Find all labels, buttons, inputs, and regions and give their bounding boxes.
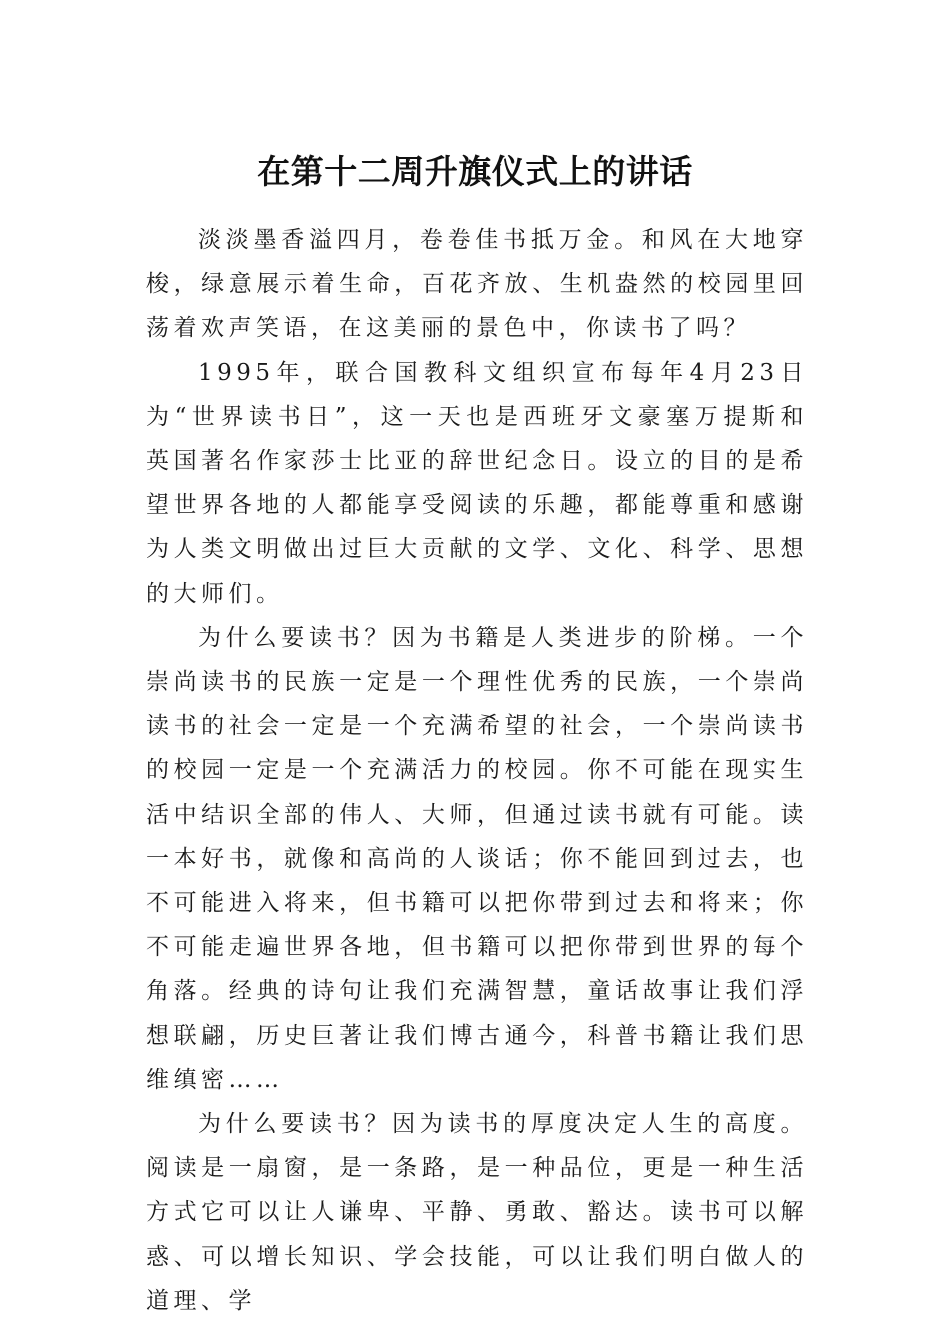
paragraph-3: 为什么要读书？因为书籍是人类进步的阶梯。一个崇尚读书的民族一定是一个理性优秀的民族，一个崇尚读书的社会一定是一个充满希望的社会，一个崇尚读书的校园一定是一个充满活力的校园。你不可能在现实生活中结识全部的伟人、大师，但通过读书就有可能。读一本好书，就像和高尚的人谈话；你不能回到过去，也不可能进入将来，但书籍可以把你带到过去和将来；你不可能走遍世界各地，但书籍可以把你带到世界的每个角落。经典的诗句让我们充满智慧，童话故事让我们浮想联翩，历史巨著让我们博古通今，科普书籍让我们思维缜密……: [146, 624, 808, 1093]
document-body: [146, 218, 808, 1323]
paragraph-2: 1995年，联合国教科文组织宣布每年4月23日为“世界读书日”，这一天也是西班牙文豪塞万提斯和英国著名作家莎士比亚的辞世纪念日。设立的目的是希望世界各地的人都能享受阅读的乐趣，都能尊重和感谢为人类文明做出过巨大贡献的文学、文化、科学、思想的大师们。: [146, 359, 808, 607]
paragraph-1: 淡淡墨香溢四月，卷卷佳书抵万金。和风在大地穿梭，绿意展示着生命，百花齐放、生机盎然的校园里回荡着欢声笑语，在这美丽的景色中，你读书了吗？: [146, 227, 808, 342]
paragraph-4: 为什么要读书？因为读书的厚度决定人生的高度。阅读是一扇窗，是一条路，是一种品位，更是一种生活方式它可以让人谦卑、平静、勇敢、豁达。读书可以解惑、可以增长知识、学会技能，可以让我们明白做人的道理、学: [146, 1111, 808, 1314]
document-title: 在第十二周升旗仪式上的讲话: [257, 152, 693, 192]
